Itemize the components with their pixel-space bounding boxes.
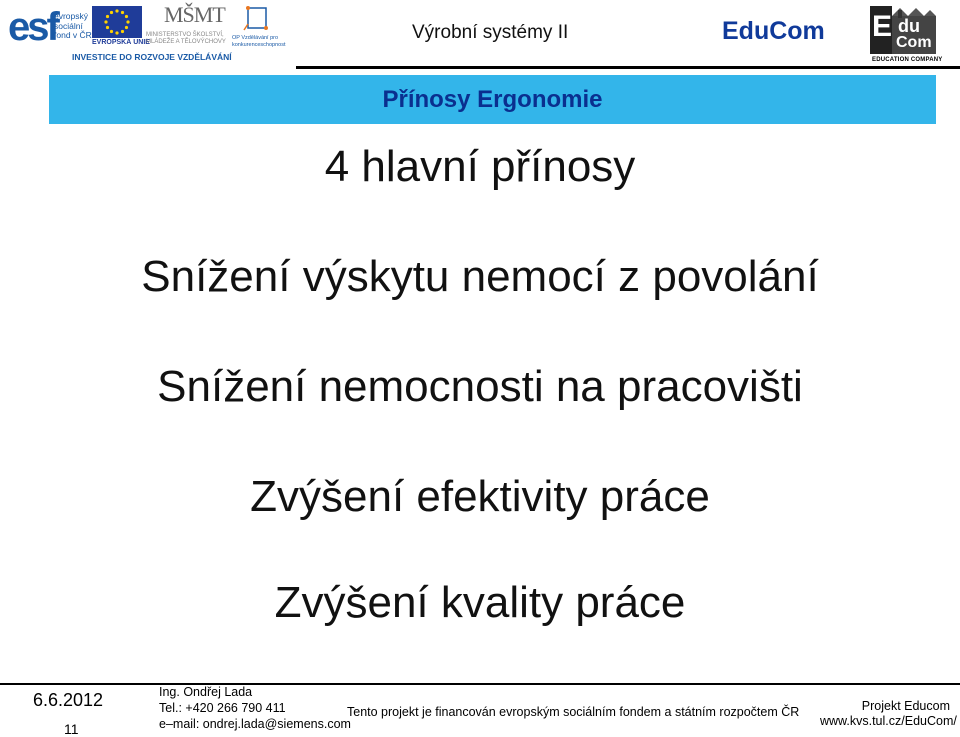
logo-letter-e: E [872, 10, 893, 43]
slide-page-number: 11 [64, 721, 79, 737]
logo-letters-com: Com [896, 34, 932, 51]
educom-logo-subtitle: EDUCATION COMPANY [872, 57, 943, 63]
slide-title: Přínosy Ergonomie [382, 86, 603, 113]
project-info [820, 699, 957, 729]
slide-heading: 4 hlavní přínosy [324, 142, 636, 191]
benefit-item-3: Zvýšení efektivity práce [250, 472, 710, 521]
project-url: www.kvs.tul.cz/EduCom/ [820, 714, 957, 728]
author-phone: Tel.: +420 266 790 411 [159, 701, 286, 715]
brand-name: EduCom [722, 17, 825, 45]
author-contact [159, 684, 351, 732]
msmt-label: MINISTERSTVO ŠKOLSTVÍ, MLÁDEŽE A TĚLOVÝCHOVY [146, 32, 226, 45]
project-name: Projekt Educom [861, 699, 950, 713]
slide-title-bar [49, 75, 936, 124]
benefit-item-4: Zvýšení kvality práce [274, 578, 686, 627]
op-logo-icon [240, 4, 272, 32]
logo-letters-du: du [898, 16, 920, 36]
msmt-logo: MŠMT [164, 2, 225, 27]
funding-note: Tento projekt je financován evropským sociálním fondem a státním rozpočtem ČR [347, 705, 800, 719]
benefit-item-2: Snížení nemocnosti na pracovišti [157, 362, 803, 411]
op-label: OP Vzdělávání pro konkurenceschopnost [232, 35, 286, 48]
educom-logo-icon [870, 2, 938, 56]
course-title: Výrobní systémy II [412, 22, 569, 43]
benefit-item-1: Snížení výskytu nemocí z povolání [141, 252, 819, 301]
esf-logo-text: evropský sociální fond v ČR [54, 11, 92, 40]
footer-divider [0, 683, 960, 685]
header-divider [296, 66, 960, 69]
investice-tagline: INVESTICE DO ROZVOJE VZDĚLÁVÁNÍ [72, 52, 232, 62]
eu-flag-icon [92, 6, 142, 38]
eu-label: EVROPSKÁ UNIE [92, 39, 150, 46]
author-name: Ing. Ondřej Lada [159, 685, 253, 699]
esf-logo: esf [8, 5, 57, 49]
author-email: e–mail: ondrej.lada@siemens.com [159, 717, 351, 731]
slide-date: 6.6.2012 [33, 690, 104, 710]
